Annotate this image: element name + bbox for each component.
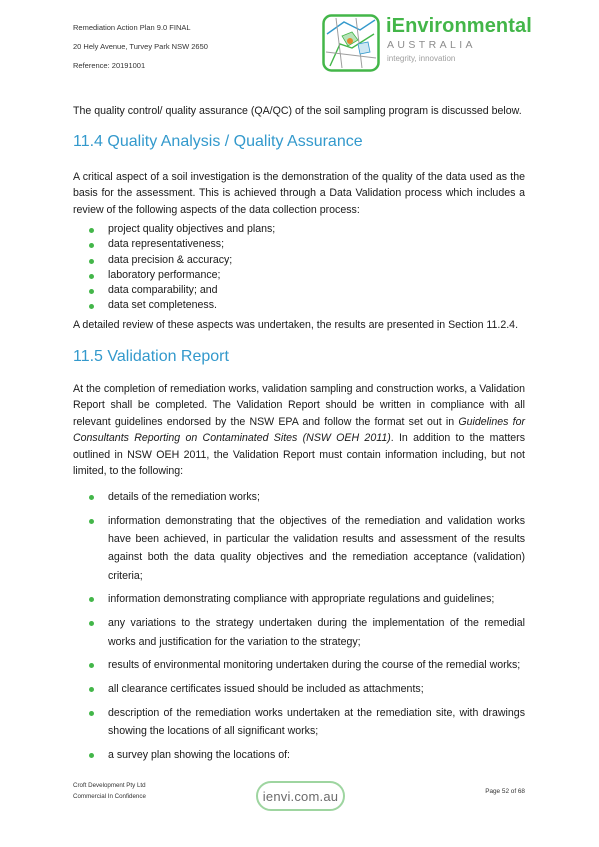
section-heading-validation: 11.5 Validation Report bbox=[73, 348, 229, 365]
validation-bullet-list bbox=[73, 488, 525, 770]
list-item: description of the remediation works undertaken at the remediation site, with drawings showing the locations of all significant works; bbox=[73, 704, 525, 741]
intro-paragraph: The quality control/ quality assurance (QA/QC) of the soil sampling program is discussed below. bbox=[73, 105, 522, 117]
page-number: Page 52 of 68 bbox=[485, 788, 525, 795]
validation-paragraph: At the completion of remediation works, validation sampling and construction works, a Validation Report shall be completed. The Validation Report should be written in compliance with all relevant guidelines endorsed by the NSW EPA and follow the format set out in Guidelines for Consultants Reporting on Contaminated Sites (NSW OEH 2011). In addition to the matters outlined in NSW OEH 2011, the Validation Report must contain information including, but not limited, to the following: bbox=[73, 383, 525, 478]
qa-summary-paragraph: A detailed review of these aspects was undertaken, the results are presented in Section 11.2.4. bbox=[73, 319, 519, 331]
footer-confidentiality: Commercial In Confidence bbox=[73, 793, 146, 800]
list-item: any variations to the strategy undertaken during the implementation of the remedial works and justification for the variation to the strategy; bbox=[73, 614, 525, 651]
brand-country: AUSTRALIA bbox=[387, 39, 476, 51]
bullet-icon bbox=[89, 663, 94, 668]
brand-tagline: integrity, innovation bbox=[387, 54, 456, 63]
bullet-icon bbox=[89, 243, 94, 248]
bullet-icon bbox=[89, 621, 94, 626]
header-doc-title: Remediation Action Plan 9.0 FINAL bbox=[73, 23, 191, 32]
list-item: information demonstrating compliance with appropriate regulations and guidelines; bbox=[73, 590, 525, 608]
bullet-icon bbox=[89, 274, 94, 279]
list-item: details of the remediation works; bbox=[73, 488, 525, 506]
bullet-icon bbox=[89, 753, 94, 758]
header-address: 20 Hely Avenue, Turvey Park NSW 2650 bbox=[73, 42, 208, 51]
list-item: a survey plan showing the locations of: bbox=[73, 746, 525, 764]
bullet-icon bbox=[89, 259, 94, 264]
footer-company: Croft Development Pty Ltd bbox=[73, 782, 146, 789]
brand-name: iEnvironmental bbox=[386, 15, 532, 37]
company-logo bbox=[322, 14, 532, 72]
list-item: data precision & accuracy; bbox=[73, 253, 525, 268]
section-heading-qa: 11.4 Quality Analysis / Quality Assurance bbox=[73, 133, 363, 150]
header-reference: Reference: 20191001 bbox=[73, 61, 146, 70]
bullet-icon bbox=[89, 495, 94, 500]
list-item: data representativeness; bbox=[73, 237, 525, 252]
list-item: laboratory performance; bbox=[73, 268, 525, 283]
bullet-icon bbox=[89, 597, 94, 602]
bullet-icon bbox=[89, 289, 94, 294]
map-logo-icon bbox=[322, 14, 380, 72]
list-item: results of environmental monitoring undertaken during the course of the remedial works; bbox=[73, 656, 525, 674]
qa-bullet-list bbox=[73, 222, 525, 314]
list-item: all clearance certificates issued should be included as attachments; bbox=[73, 680, 525, 698]
list-item: data comparability; and bbox=[73, 283, 525, 298]
bullet-icon bbox=[89, 687, 94, 692]
bullet-icon bbox=[89, 711, 94, 716]
website-link[interactable]: ienvi.com.au bbox=[256, 781, 345, 811]
list-item: project quality objectives and plans; bbox=[73, 222, 525, 237]
bullet-icon bbox=[89, 228, 94, 233]
list-item: information demonstrating that the objectives of the remediation and validation works have been achieved, in particular the validation results and assessment of the results against both the data quality objectives and the remediation acceptance (validation) criteria; bbox=[73, 512, 525, 585]
qa-paragraph: A critical aspect of a soil investigation is the demonstration of the quality of the data used as the basis for the assessment. This is achieved through a Data Validation process which includes a review of the following aspects of the data collection process: bbox=[73, 171, 525, 216]
bullet-icon bbox=[89, 304, 94, 309]
list-item: data set completeness. bbox=[73, 298, 525, 313]
guideline-title: Guidelines for Consultants Reporting on Contaminated Sites (NSW OEH 2011) bbox=[73, 415, 525, 445]
bullet-icon bbox=[89, 519, 94, 524]
